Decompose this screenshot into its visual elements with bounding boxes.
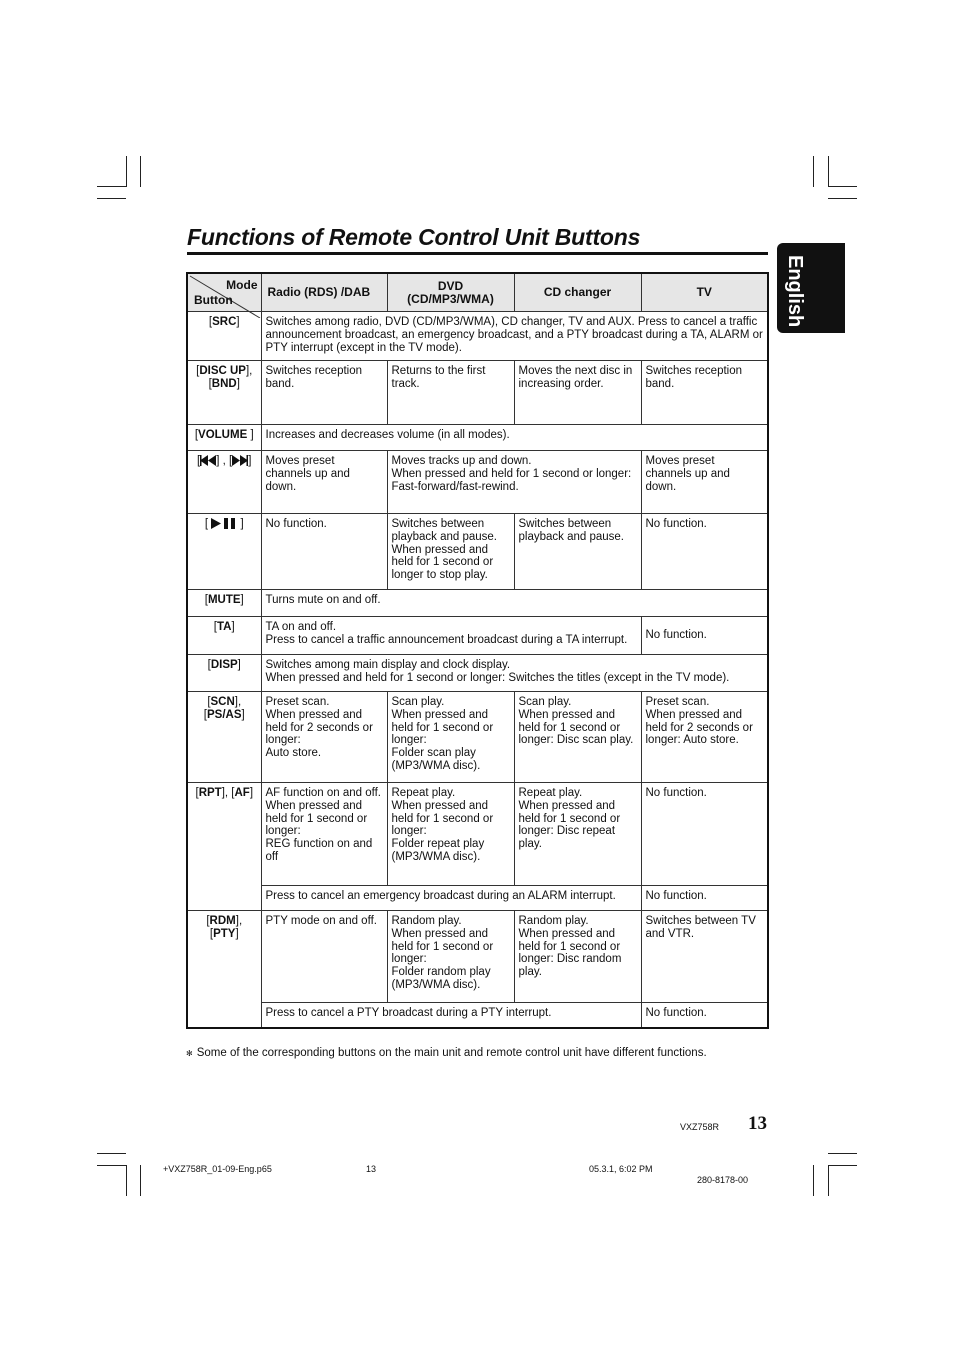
disc-tv: Switches reception band. [641,361,768,425]
skip-dvd-cd: Moves tracks up and down. When pressed and held for 1 second or longer: Fast-forward/fast-rewind. [387,451,641,514]
volume-description: Increases and decreases volume (in all modes). [261,425,768,451]
button-ps-as: PS/AS [206,708,242,721]
pty-tv: No function. [641,1003,768,1028]
footer-date: 05.3.1, 6:02 PM [589,1164,653,1174]
play-dvd: Switches between playback and pause. When pressed and held for 1 second or longer to stop play. [387,514,514,590]
header-button: Button [194,293,233,308]
table-row [187,514,768,590]
table-row [187,361,768,425]
rdm-tv: Switches between TV and VTR. [641,911,768,1003]
asterisk-icon: ✻ [186,1049,193,1058]
header-mode: Mode [226,278,258,292]
footer-filename: +VXZ758R_01-09-Eng.p65 [163,1164,272,1174]
button-cell: [DISC UP], [BND] [187,361,261,425]
crop-mark [828,198,857,199]
rpt-dvd: Repeat play. When pressed and held for 1 second or longer: Folder repeat play (MP3/WMA disc). [387,783,514,886]
button-disc-up: DISC UP [199,365,246,377]
table-row [187,692,768,783]
footer-page: 13 [366,1164,377,1174]
crop-mark [126,156,127,187]
crop-mark [828,156,829,187]
button-ta: TA [217,621,232,633]
button-disp: DISP [210,659,238,671]
table-row [187,617,768,655]
table-row [187,783,768,886]
rdm-cd: Random play. When pressed and held for 1 second or longer: Disc random play. [514,911,641,1003]
table-row [187,886,768,911]
title-rule [187,252,768,255]
crop-mark [97,186,126,187]
table-row [187,312,768,361]
skip-forward-icon [232,455,248,466]
crop-mark [126,1165,127,1196]
footnote [186,1047,707,1059]
scn-radio: Preset scan. When pressed and held for 2 seconds or longer: Auto store. [261,692,387,783]
crop-mark [140,156,141,187]
button-rdm: RDM [209,915,236,927]
header-cd-changer: CD changer [514,273,641,312]
button-cell: [ ] , [ ] [187,451,261,514]
button-cell: [MUTE] [187,590,261,617]
crop-mark [97,1153,126,1154]
disc-cd: Moves the next disc in increasing order. [514,361,641,425]
page-number: 13 [748,1113,767,1134]
table-row [187,655,768,692]
crop-mark [828,1153,857,1154]
header-radio: Radio (RDS) /DAB [261,273,387,312]
crop-mark [828,1165,857,1166]
button-cell: [DISP] [187,655,261,692]
crop-mark [813,156,814,187]
header-dvd: DVD (CD/MP3/WMA) [387,273,514,312]
alarm-tv: No function. [641,886,768,911]
button-src: SRC [212,316,237,328]
footer-code: 280-8178-00 [697,1175,749,1185]
ta-description: TA on and off. Press to cancel a traffic announcement broadcast during a TA interrupt. [261,617,641,655]
scn-dvd: Scan play. When pressed and held for 1 second or longer: Folder scan play (MP3/WMA disc). [387,692,514,783]
table-row [187,451,768,514]
crop-mark [828,1165,829,1196]
button-cell: [ ] [187,514,261,590]
button-scn: SCN [210,696,235,708]
play-radio: No function. [261,514,387,590]
table-row [187,425,768,451]
crop-mark [140,1165,141,1196]
rpt-radio: AF function on and off. When pressed and held for 1 second or longer: REG function on and off [261,783,387,886]
skip-tv: Moves preset channels up and down. [641,451,768,514]
table-row [187,1003,768,1028]
play-tv: No function. [641,514,768,590]
button-cell: [RPT], [AF] [187,783,261,911]
button-pty: PTY [213,927,236,940]
crop-mark [828,186,857,187]
rpt-cd: Repeat play. When pressed and held for 1 second or longer: Disc repeat play. [514,783,641,886]
src-description: Switches among radio, DVD (CD/MP3/WMA), CD changer, TV and AUX. Press to cancel a traffic announcement broadcast, an emergency broadcast, and a PTY broadcast during a TA, ALARM or PTY interrupt (except in the TV mode). [261,312,768,361]
button-cell: [RDM], [PTY] [187,911,261,1028]
disc-radio: Switches reception band. [261,361,387,425]
table-row [187,911,768,1003]
crop-mark [97,1165,126,1166]
table-header-row [187,273,768,312]
button-rpt: RPT [198,787,222,799]
play-pause-icon [211,518,237,529]
button-cell: [VOLUME ] [187,425,261,451]
mute-description: Turns mute on and off. [261,590,768,617]
button-cell: [SRC] [187,312,261,361]
pty-description: Press to cancel a PTY broadcast during a PTY interrupt. [261,1003,641,1028]
skip-back-icon [200,455,216,466]
rdm-radio: PTY mode on and off. [261,911,387,1003]
disc-dvd: Returns to the first track. [387,361,514,425]
button-af: AF [234,787,250,799]
play-cd: Switches between playback and pause. [514,514,641,590]
rpt-tv: No function. [641,783,768,886]
button-bnd: BND [211,377,237,390]
crop-mark [813,1165,814,1196]
rdm-dvd: Random play. When pressed and held for 1 second or longer: Folder random play (MP3/WMA disc). [387,911,514,1003]
functions-table [186,272,769,1029]
table-row [187,590,768,617]
skip-radio: Moves preset channels up and down. [261,451,387,514]
language-tab [777,243,845,333]
button-cell: [SCN], [PS/AS] [187,692,261,783]
ta-tv: No function. [641,617,768,655]
footnote-text: Some of the corresponding buttons on the main unit and remote control unit have different functions. [196,1047,707,1059]
button-volume: VOLUME [198,429,248,441]
crop-mark [97,198,126,199]
language-tab-label: English [784,255,806,328]
scn-tv: Preset scan. When pressed and held for 2 seconds or longer: Auto store. [641,692,768,783]
model-number: VXZ758R [680,1122,720,1132]
button-cell: [TA] [187,617,261,655]
button-mute: MUTE [207,594,241,606]
disp-description: Switches among main display and clock display. When pressed and held for 1 second or longer: Switches the titles (except in the TV mode). [261,655,768,692]
page-title: Functions of Remote Control Unit Buttons [187,224,641,250]
scn-cd: Scan play. When pressed and held for 1 second or longer: Disc scan play. [514,692,641,783]
alarm-description: Press to cancel an emergency broadcast during an ALARM interrupt. [261,886,641,911]
header-mode-button-corner [187,273,261,312]
header-tv: TV [641,273,768,312]
